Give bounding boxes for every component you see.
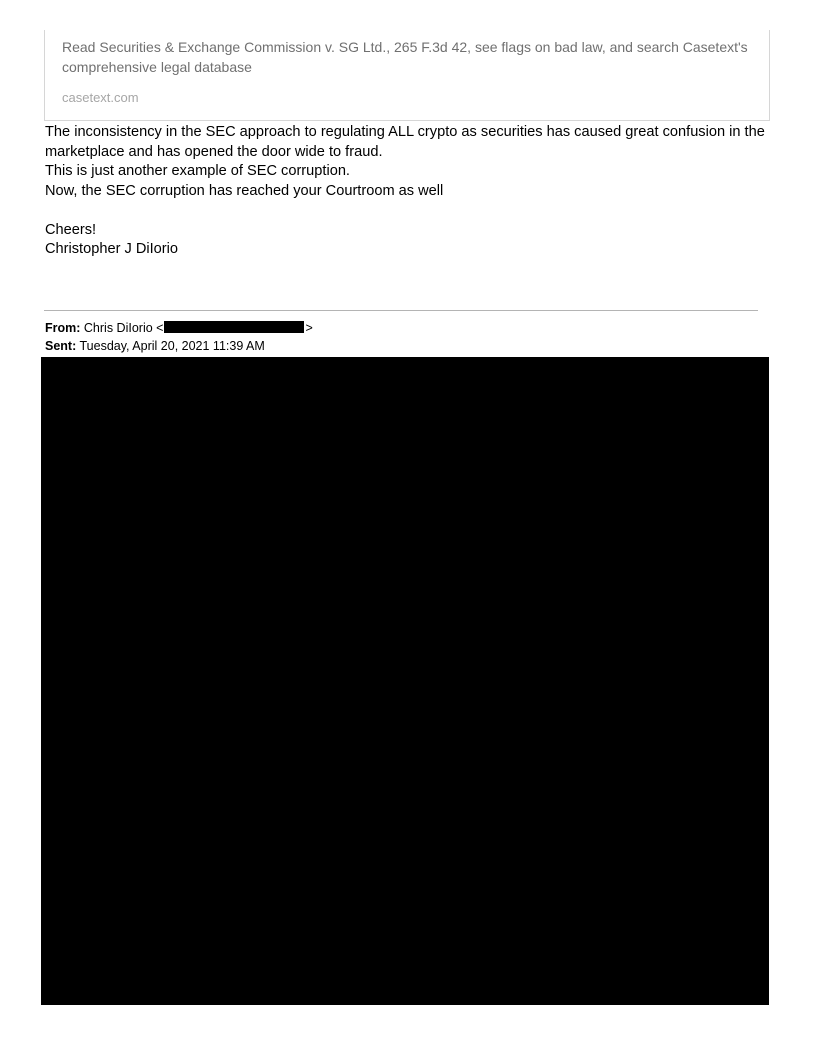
from-end: > xyxy=(305,321,313,335)
blank-line xyxy=(45,201,773,221)
link-preview-description: Read Securities & Exchange Commission v. SG Ltd., 265 F.3d 42, see flags on bad law, and search Casetext's comprehensive legal database xyxy=(62,39,748,75)
redacted-email xyxy=(164,321,304,333)
sent-line xyxy=(45,338,745,354)
message-divider xyxy=(44,310,758,311)
body-paragraph-3: Now, the SEC corruption has reached your Courtroom as well xyxy=(45,182,444,199)
from-line xyxy=(45,320,745,336)
signoff: Cheers! xyxy=(45,221,97,238)
from-name: Chris DiIorio < xyxy=(83,321,164,335)
signature: Christopher J DiIorio xyxy=(45,241,179,257)
body-paragraph-1: The inconsistency in the SEC approach to regulating ALL crypto as securities has caused great confusion in the marketplace and has opened the door wide to fraud. xyxy=(45,124,765,160)
body-paragraph-2: This is just another example of SEC corruption. xyxy=(45,163,350,179)
link-preview-card[interactable] xyxy=(44,30,770,121)
sent-label: Sent: xyxy=(45,339,77,353)
redacted-content-block xyxy=(41,357,769,1005)
link-preview-domain[interactable]: casetext.com xyxy=(62,90,139,105)
from-label: From: xyxy=(45,321,81,335)
sent-value: Tuesday, April 20, 2021 11:39 AM xyxy=(79,339,265,353)
email-body xyxy=(45,123,773,260)
